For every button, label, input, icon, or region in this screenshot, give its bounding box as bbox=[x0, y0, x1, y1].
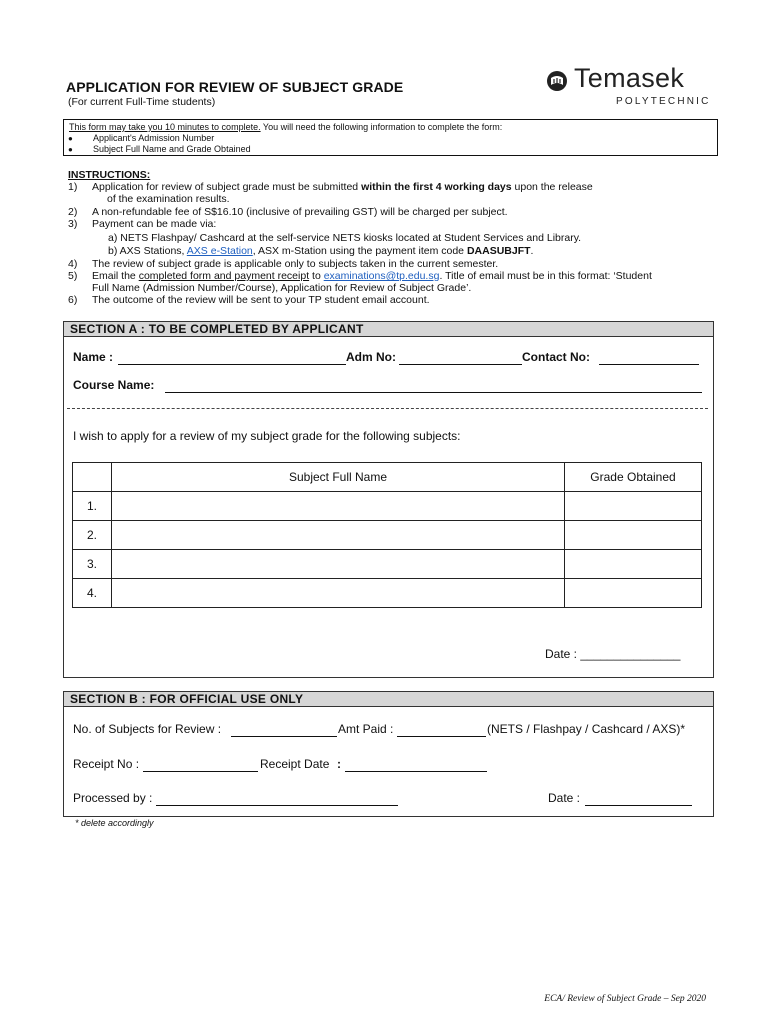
subjects-count-label: No. of Subjects for Review : bbox=[73, 722, 222, 736]
logo-subtitle: POLYTECHNIC bbox=[616, 96, 711, 107]
subject-name-cell[interactable] bbox=[112, 550, 565, 579]
official-date-field[interactable] bbox=[585, 805, 692, 806]
course-name-field[interactable] bbox=[165, 392, 702, 393]
name-label: Name : bbox=[73, 350, 114, 364]
subject-name-cell[interactable] bbox=[112, 521, 565, 550]
subject-name-cell[interactable] bbox=[112, 492, 565, 521]
table-row bbox=[73, 550, 702, 579]
instructions-heading: INSTRUCTIONS: bbox=[68, 169, 151, 181]
subject-name-cell[interactable] bbox=[112, 579, 565, 608]
info-box bbox=[63, 119, 718, 156]
receipt-no-field[interactable] bbox=[143, 771, 258, 772]
instruction-5-cont: Full Name (Admission Number/Course), Application for Review of Subject Grade’. bbox=[92, 282, 472, 294]
receipt-date-label: Receipt Date bbox=[260, 757, 330, 771]
grade-cell[interactable] bbox=[565, 550, 702, 579]
processed-by-field[interactable] bbox=[156, 805, 398, 806]
adm-no-field[interactable] bbox=[399, 364, 522, 365]
bullet-icon: ● bbox=[68, 134, 73, 143]
instruction-3: Payment can be made via: bbox=[92, 218, 217, 230]
applicant-date-field[interactable]: Date : _______________ bbox=[545, 647, 681, 661]
table-header-row bbox=[73, 463, 702, 492]
receipt-date-field[interactable] bbox=[345, 771, 487, 772]
logo-wordmark: Temasek bbox=[574, 63, 685, 93]
table-row bbox=[73, 492, 702, 521]
section-b-heading: SECTION B : FOR OFFICIAL USE ONLY bbox=[64, 692, 713, 707]
instruction-3b: b) AXS Stations, AXS e-Station, ASX m-Station using the payment item code DAASUBJFT. bbox=[108, 245, 534, 257]
section-a-heading: SECTION A : TO BE COMPLETED BY APPLICANT bbox=[64, 322, 713, 337]
receipt-no-label: Receipt No : bbox=[73, 757, 140, 771]
instruction-6: The outcome of the review will be sent to your TP student email account. bbox=[92, 294, 430, 306]
processed-by-label: Processed by : bbox=[73, 791, 153, 805]
payment-modes: (NETS / Flashpay / Cashcard / AXS)* bbox=[487, 722, 686, 736]
delete-note: * delete accordingly bbox=[75, 818, 154, 828]
instruction-4: The review of subject grade is applicable only to subjects taken in the current semester. bbox=[92, 258, 499, 270]
row-number: 2. bbox=[73, 521, 112, 550]
instruction-2: A non-refundable fee of S$16.10 (inclusive of prevailing GST) will be charged per subject. bbox=[92, 206, 508, 218]
instruction-1: Application for review of subject grade must be submitted within the first 4 working days upon the release bbox=[92, 181, 593, 193]
instruction-5: Email the completed form and payment receipt to examinations@tp.edu.sg. Title of email must be in this format: ‘Student bbox=[92, 270, 652, 282]
subjects-count-field[interactable] bbox=[231, 736, 337, 737]
grade-cell[interactable] bbox=[565, 492, 702, 521]
official-date-label: Date : bbox=[548, 791, 581, 805]
axs-estation-link[interactable]: AXS e-Station bbox=[186, 245, 253, 257]
info-lead: This form may take you 10 minutes to complete. You will need the following information to complete the form: bbox=[69, 122, 503, 132]
form-title: APPLICATION FOR REVIEW OF SUBJECT GRADE bbox=[66, 79, 404, 95]
contact-no-label: Contact No: bbox=[522, 350, 590, 364]
section-b bbox=[63, 691, 714, 817]
col-grade-obtained: Grade Obtained bbox=[565, 463, 702, 492]
amt-paid-label: Amt Paid : bbox=[338, 722, 394, 736]
course-name-label: Course Name: bbox=[73, 378, 155, 392]
col-subject-name: Subject Full Name bbox=[112, 463, 565, 492]
receipt-date-colon: : bbox=[337, 757, 341, 771]
amt-paid-field[interactable] bbox=[397, 736, 486, 737]
info-item: Subject Full Name and Grade Obtained bbox=[93, 144, 251, 154]
dashed-divider bbox=[67, 408, 708, 409]
contact-no-field[interactable] bbox=[599, 364, 699, 365]
table-cell bbox=[73, 463, 112, 492]
adm-no-label: Adm No: bbox=[346, 350, 396, 364]
row-number: 1. bbox=[73, 492, 112, 521]
row-number: 3. bbox=[73, 550, 112, 579]
info-item: Applicant's Admission Number bbox=[93, 133, 215, 143]
table-row bbox=[73, 579, 702, 608]
row-number: 4. bbox=[73, 579, 112, 608]
bullet-icon: ● bbox=[68, 145, 73, 154]
email-link[interactable]: examinations@tp.edu.sg bbox=[323, 270, 440, 282]
form-subtitle: (For current Full-Time students) bbox=[68, 96, 216, 108]
instruction-3a: a) NETS Flashpay/ Cashcard at the self-service NETS kiosks located at Student Services and Library. bbox=[108, 232, 582, 244]
instruction-1-cont: of the examination results. bbox=[107, 193, 230, 205]
temasek-logo-icon bbox=[546, 70, 570, 92]
grade-cell[interactable] bbox=[565, 521, 702, 550]
page-footer: ECA/ Review of Subject Grade – Sep 2020 bbox=[544, 994, 706, 1004]
name-field[interactable] bbox=[118, 364, 346, 365]
subjects-table bbox=[72, 462, 702, 608]
statement-text: I wish to apply for a review of my subject grade for the following subjects: bbox=[73, 429, 461, 443]
grade-cell[interactable] bbox=[565, 579, 702, 608]
table-row bbox=[73, 521, 702, 550]
